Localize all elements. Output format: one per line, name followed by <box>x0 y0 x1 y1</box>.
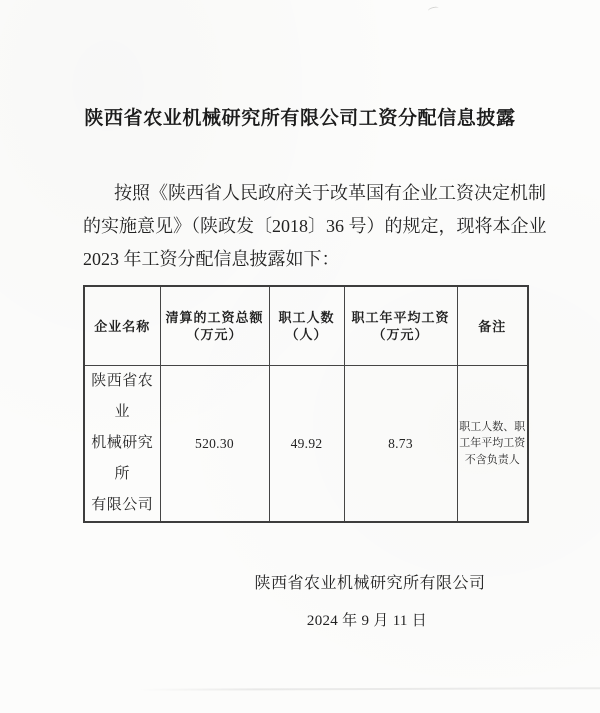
remark-line: 工年平均工资 <box>459 437 526 450</box>
header-remark <box>457 286 528 366</box>
paragraph-line-1: 按照《陕西省人民政府关于改革国有企业工资决定机制 <box>114 183 546 203</box>
table-data-row <box>84 366 528 523</box>
header-total-wage <box>160 286 269 366</box>
header-text: 清算的工资总额 <box>165 310 264 325</box>
scan-speck-artifact <box>428 6 440 14</box>
header-text: 职工年平均工资 <box>351 310 450 325</box>
header-unit: （人） <box>285 327 328 342</box>
company-name-line: 机械研究所 <box>91 435 154 482</box>
cell-total-wage: 520.30 <box>160 366 269 523</box>
header-unit: （万元） <box>372 327 429 342</box>
paragraph-line-2: 的实施意见》（陕政发〔2018〕36 号）的规定，现将本企业 <box>83 215 547 236</box>
cell-headcount: 49.92 <box>269 366 344 523</box>
cell-avg-wage: 8.73 <box>344 366 457 523</box>
signature-date: 2024 年 9 月 11 日 <box>306 613 428 629</box>
remark-line: 不含负责人 <box>464 453 520 466</box>
header-text: 备注 <box>478 318 507 334</box>
paragraph-line-3: 2023 年工资分配信息披露如下： <box>83 248 340 269</box>
wage-disclosure-table <box>83 285 529 523</box>
page-bottom-edge <box>138 687 600 691</box>
header-company-name <box>84 286 160 366</box>
remark-line: 职工人数、职 <box>459 420 526 433</box>
header-text: 企业名称 <box>94 318 151 334</box>
cell-company-name <box>84 366 160 523</box>
company-name-line: 陕西省农业 <box>91 373 154 420</box>
company-name-line: 有限公司 <box>91 497 154 513</box>
table-header-row <box>84 286 528 366</box>
header-headcount <box>269 286 344 366</box>
header-avg-wage <box>344 286 457 366</box>
header-text: 职工人数 <box>278 310 335 325</box>
document-title: 陕西省农业机械研究所有限公司工资分配信息披露 <box>84 108 516 129</box>
signature-company: 陕西省农业机械研究所有限公司 <box>254 575 486 592</box>
header-unit: （万元） <box>186 327 243 342</box>
intro-paragraph <box>83 177 547 275</box>
cell-remark <box>457 366 528 523</box>
